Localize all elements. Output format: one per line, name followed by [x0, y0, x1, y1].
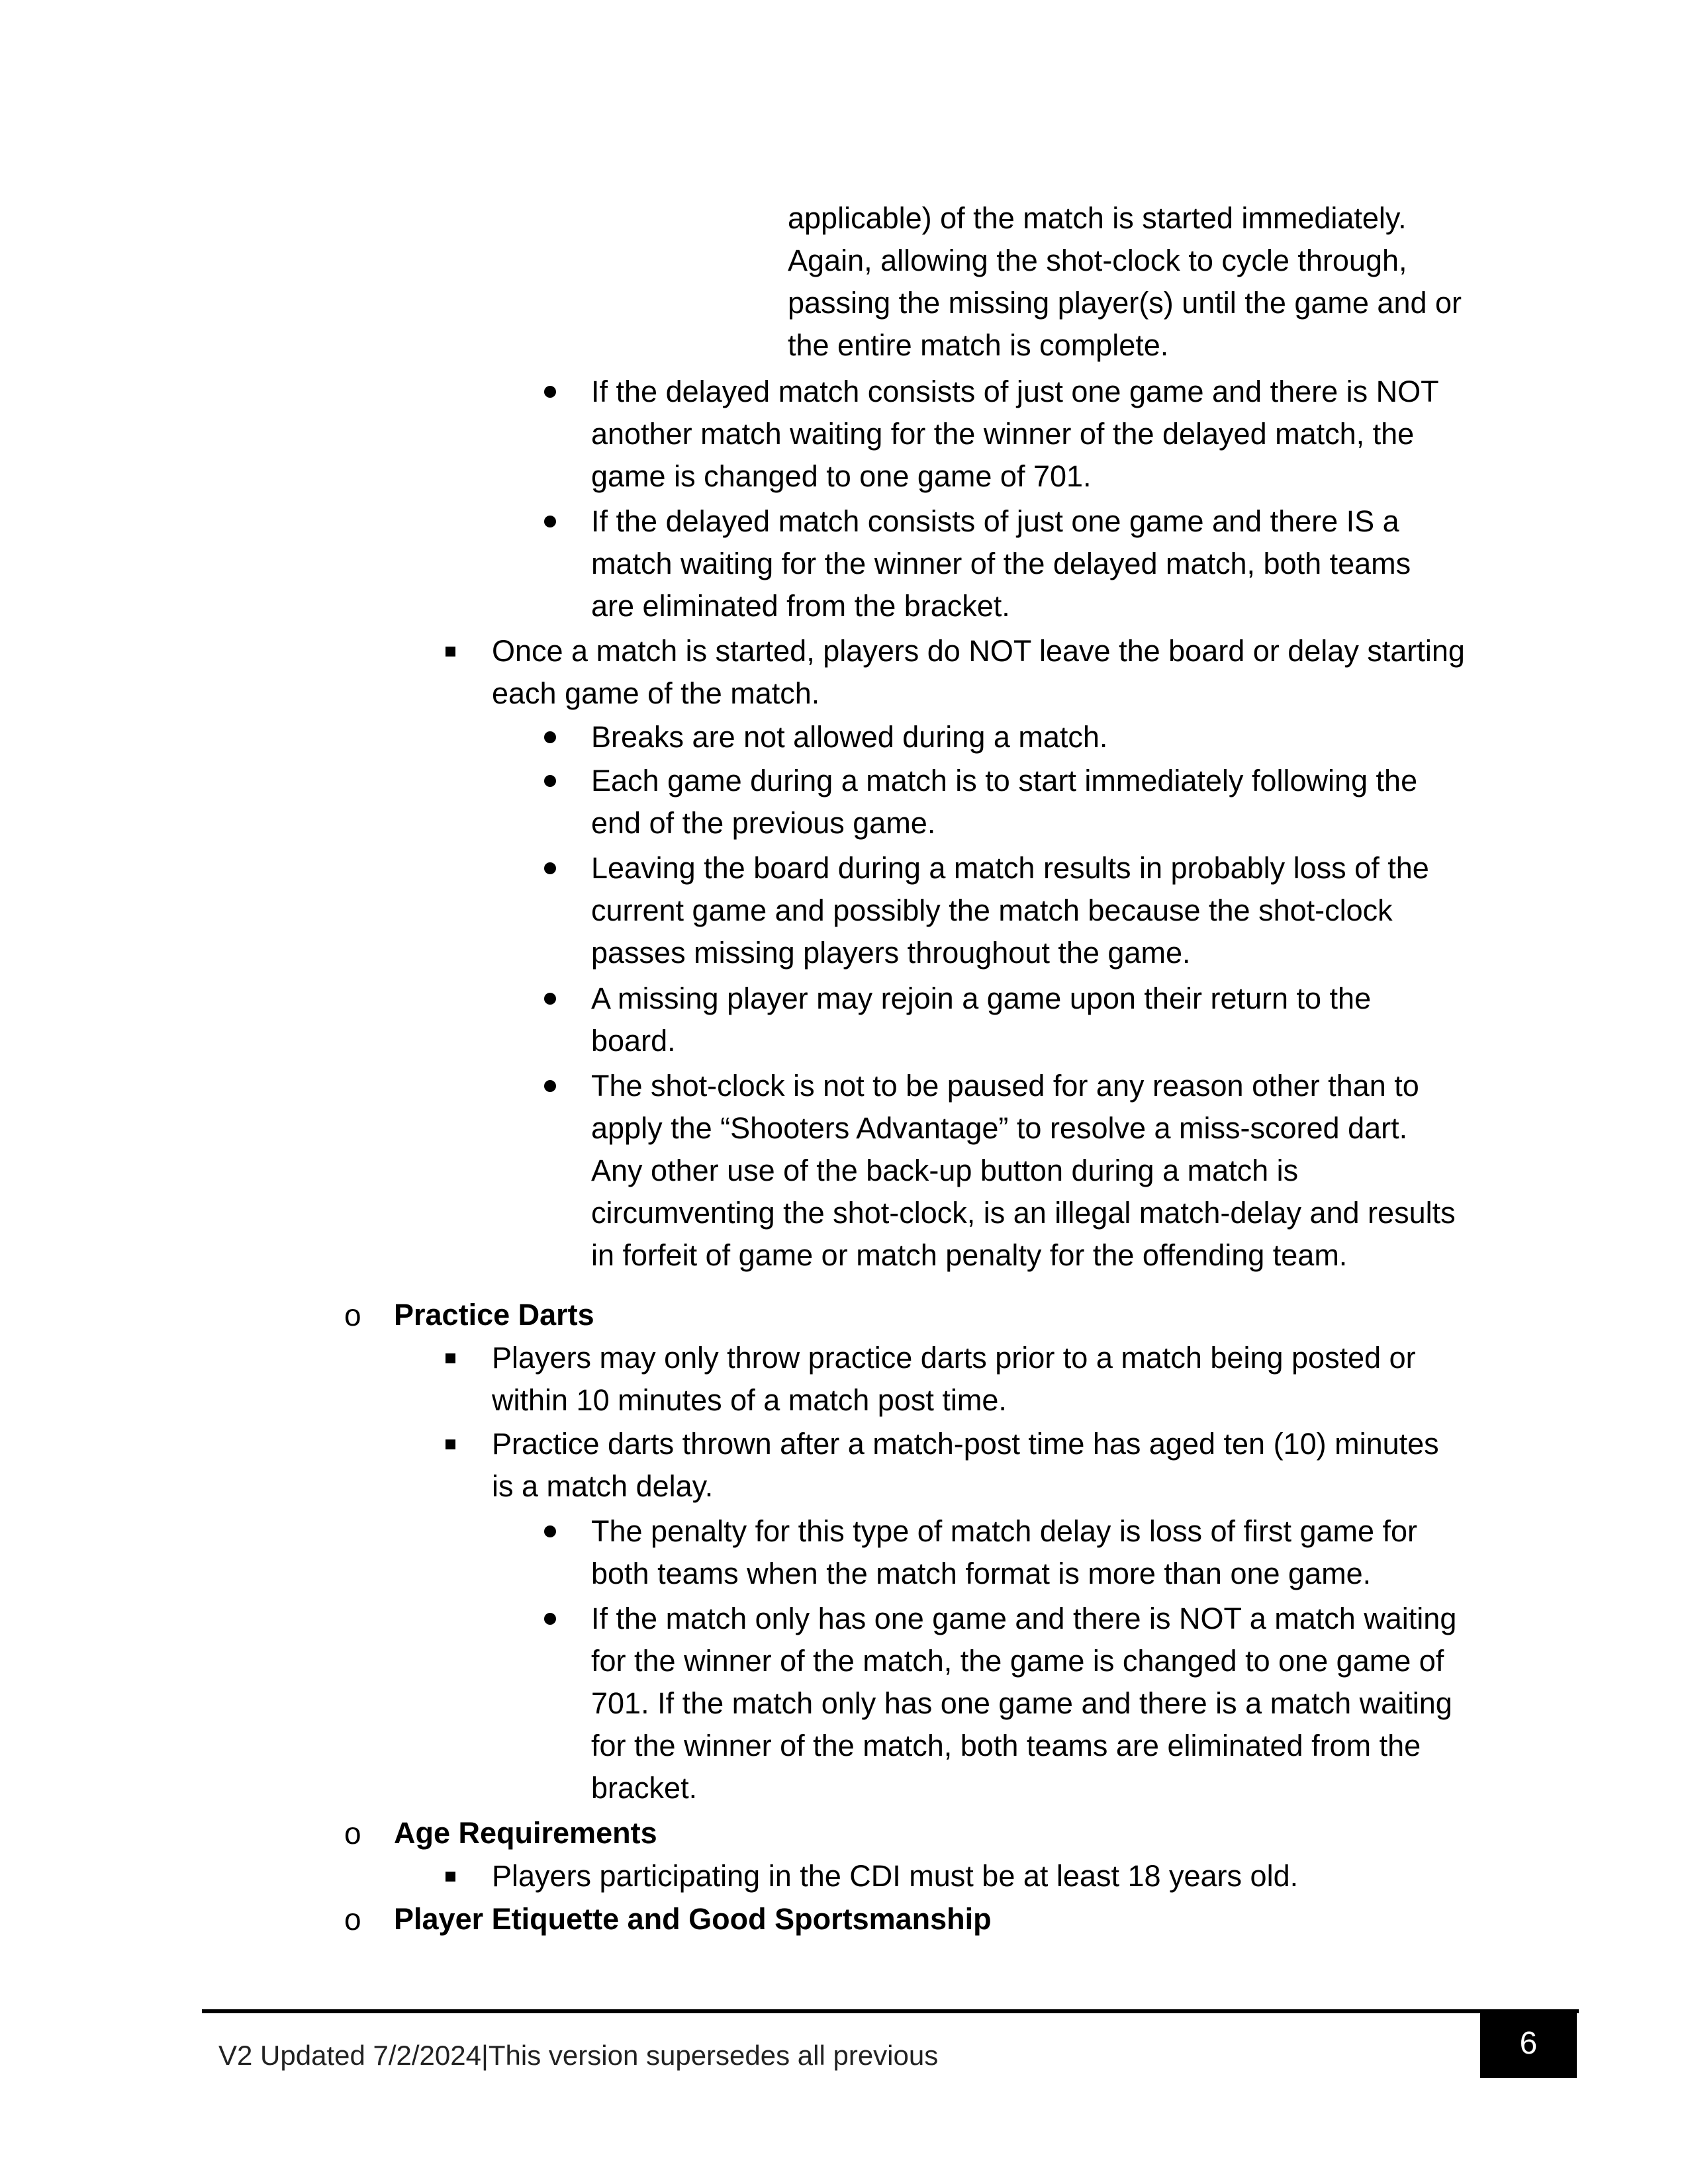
bullet-dot-icon [544, 993, 556, 1005]
section-heading-practice: Practice Darts [394, 1298, 594, 1332]
list-item-line: Breaks are not allowed during a match. [591, 720, 1108, 754]
list-item-line: Each game during a match is to start immediately following the [591, 764, 1418, 797]
list-item-line: The penalty for this type of match delay is loss of first game for [591, 1514, 1418, 1548]
list-item-line: Any other use of the back-up button during a match is [591, 1154, 1299, 1187]
list-item-line: match waiting for the winner of the delayed match, both teams [591, 547, 1411, 580]
list-item-line: A missing player may rejoin a game upon their return to the [591, 981, 1372, 1015]
list-item-line: Practice darts thrown after a match-post time has aged ten (10) minutes [492, 1427, 1439, 1461]
list-item-line: 701. If the match only has one game and there is a match waiting [591, 1686, 1452, 1720]
page-number: 6 [1480, 2009, 1577, 2078]
bullet-dot-icon [544, 516, 556, 527]
list-item-line: each game of the match. [492, 676, 820, 710]
bullet-dot-icon [544, 386, 556, 398]
bullet-circle-icon: o [344, 1816, 361, 1850]
continued-line-3: passing the missing player(s) until the game and or [788, 286, 1462, 320]
list-item-line: Leaving the board during a match results in probably loss of the [591, 851, 1429, 885]
list-item-line: in forfeit of game or match penalty for the offending team. [591, 1238, 1348, 1272]
list-item-line: passes missing players throughout the game. [591, 936, 1191, 970]
bullet-circle-icon: o [344, 1902, 361, 1936]
list-item-line: If the delayed match consists of just one game and there is NOT [591, 375, 1439, 408]
list-item-line: circumventing the shot-clock, is an illegal match-delay and results [591, 1196, 1456, 1230]
list-item-line: end of the previous game. [591, 806, 936, 840]
list-item-line: board. [591, 1024, 676, 1058]
section-heading-etiquette: Player Etiquette and Good Sportsmanship [394, 1902, 992, 1936]
list-item-line: current game and possibly the match because the shot-clock [591, 893, 1393, 927]
continued-line-4: the entire match is complete. [788, 328, 1169, 362]
list-item-line: both teams when the match format is more than one game. [591, 1557, 1372, 1590]
continued-line-2: Again, allowing the shot-clock to cycle through, [788, 244, 1407, 277]
list-item-line: apply the “Shooters Advantage” to resolve a miss-scored dart. [591, 1111, 1408, 1145]
bullet-dot-icon [544, 1525, 556, 1537]
list-item-line: for the winner of the match, the game is changed to one game of [591, 1644, 1444, 1678]
list-item-line: another match waiting for the winner of the delayed match, the [591, 417, 1415, 451]
list-item-line: If the match only has one game and there is NOT a match waiting [591, 1602, 1457, 1635]
list-item-line: bracket. [591, 1771, 698, 1805]
list-item-line: within 10 minutes of a match post time. [492, 1383, 1007, 1417]
footer-divider [202, 2009, 1579, 2013]
bullet-square-icon [445, 647, 455, 657]
bullet-dot-icon [544, 862, 556, 874]
bullet-circle-icon: o [344, 1298, 361, 1332]
section-heading-age: Age Requirements [394, 1816, 657, 1850]
bullet-dot-icon [544, 775, 556, 787]
bullet-dot-icon [544, 1613, 556, 1625]
list-item-line: is a match delay. [492, 1469, 714, 1503]
list-item-line: game is changed to one game of 701. [591, 459, 1092, 493]
bullet-square-icon [445, 1353, 455, 1363]
bullet-dot-icon [544, 731, 556, 743]
footer-version-text: V2 Updated 7/2/2024|This version supersedes all previous [218, 2040, 939, 2071]
bullet-square-icon [445, 1872, 455, 1882]
continued-line-1: applicable) of the match is started immediately. [788, 201, 1407, 235]
bullet-dot-icon [544, 1080, 556, 1092]
bullet-square-icon [445, 1439, 455, 1449]
list-item-line: If the delayed match consists of just one game and there IS a [591, 504, 1399, 538]
list-item-line: Players participating in the CDI must be at least 18 years old. [492, 1859, 1299, 1893]
list-item-line: for the winner of the match, both teams are eliminated from the [591, 1729, 1421, 1762]
list-item-line: The shot-clock is not to be paused for any reason other than to [591, 1069, 1419, 1103]
list-item-line: Once a match is started, players do NOT leave the board or delay starting [492, 634, 1465, 668]
list-item-line: Players may only throw practice darts prior to a match being posted or [492, 1341, 1416, 1375]
list-item-line: are eliminated from the bracket. [591, 589, 1010, 623]
